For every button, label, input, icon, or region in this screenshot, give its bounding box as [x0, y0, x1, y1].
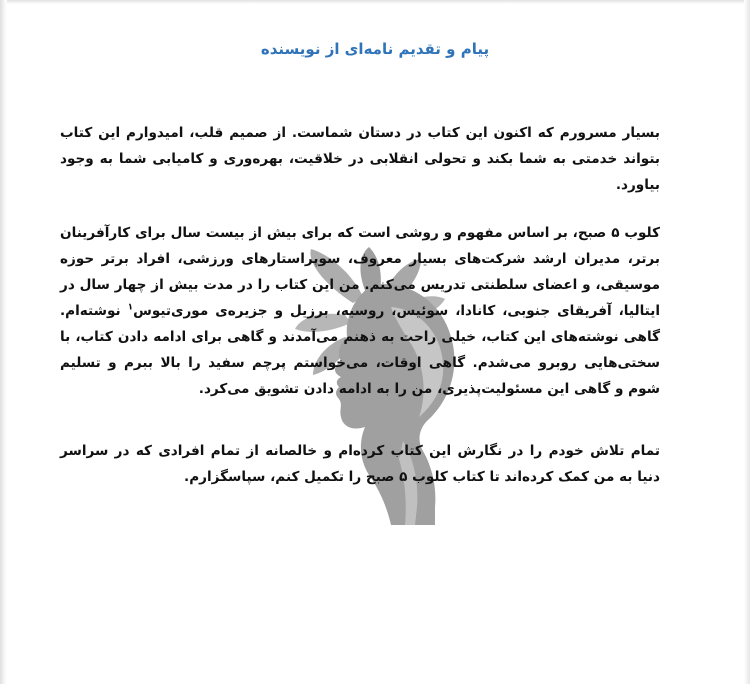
paragraph-main-part1: کلوب ۵ صبح، بر اساس مفهوم و روشی است که برای بیش از بیست سال برای کارآفرینان برتر، مدیران ارشد شرکت‌های بسیار معروف، سوپراستارهای ورزشی، افراد برتر حوزه موسیقی، و اعضای سلطنتی تدریس می‌کنم. من این کتاب را در مدت بیش از چهار سال در ایتالیا، آفریقای جنوبی، کانادا، سوئیس، روسیه، برزیل و جزیره‌ی موری‌تیوس: [60, 225, 660, 319]
body-text: [60, 120, 660, 490]
paragraph-main-part2: نوشته‌ام. گاهی نوشته‌های این کتاب، خیلی راحت به ذهنم می‌آمدند و گاهی برای ادامه دادن کتاب، با سختی‌هایی روبرو می‌شدم. گاهی اوقات، می‌خواستم پرچم سفید را بالا ببرم و تسلیم شوم و گاهی این مسئولیت‌پذیری، من را به ادامه دادن تشویق می‌کرد.: [60, 303, 660, 397]
page-title: پیام و تقدیم نامه‌ای از نویسنده: [260, 40, 490, 58]
page-right-shadow: [744, 0, 750, 684]
footnote-marker[interactable]: ۱: [127, 302, 134, 313]
paragraph-thanks: تمام تلاش خودم را در نگارش این کتاب کرده‌ام و خالصانه از تمام افرادی که در سراسر دنیا به من کمک کرده‌اند تا کتاب کلوب ۵ صبح را تکمیل کنم، سپاسگزارم.: [60, 443, 660, 485]
page-top-shadow: [0, 0, 750, 4]
paragraph-main: [60, 220, 660, 402]
paragraph-intro: بسیار مسرورم که اکنون این کتاب در دستان شماست. از صمیم قلب، امیدوارم این کتاب بتواند خدمتی به شما بکند و تحولی انقلابی در خلاقیت، بهره‌وری و کامیابی شما به وجود بیاورد.: [60, 125, 660, 193]
page-left-shadow: [0, 0, 7, 684]
